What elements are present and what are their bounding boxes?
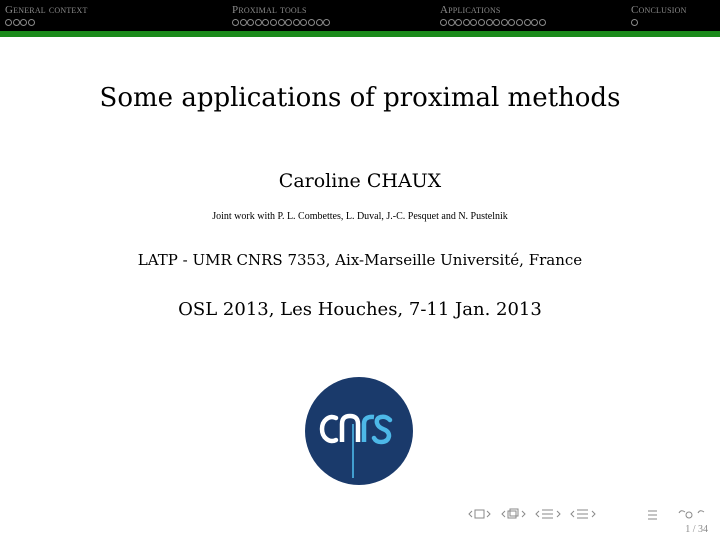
frame-dot[interactable] bbox=[486, 19, 493, 26]
frame-dot[interactable] bbox=[247, 19, 254, 26]
frame-dot[interactable] bbox=[463, 19, 470, 26]
frame-dot[interactable] bbox=[13, 19, 20, 26]
frame-dot[interactable] bbox=[539, 19, 546, 26]
frame-dot[interactable] bbox=[455, 19, 462, 26]
frame-dot[interactable] bbox=[285, 19, 292, 26]
previous-slide-arrow-icon[interactable] bbox=[469, 510, 490, 518]
frame-dot[interactable] bbox=[470, 19, 477, 26]
back-forward-icon[interactable] bbox=[679, 511, 704, 518]
nav-frame-dots[interactable] bbox=[631, 19, 687, 27]
frame-dot[interactable] bbox=[440, 19, 447, 26]
nav-frame-dots[interactable] bbox=[440, 19, 546, 27]
frame-dot[interactable] bbox=[531, 19, 538, 26]
frame-dot[interactable] bbox=[255, 19, 262, 26]
frame-dot[interactable] bbox=[232, 19, 239, 26]
frame-navigation-icon[interactable] bbox=[502, 509, 525, 518]
subsection-navigation-icon[interactable] bbox=[536, 510, 560, 518]
nav-section-title: Conclusion bbox=[631, 4, 687, 16]
nav-section-title: Applications bbox=[440, 4, 501, 16]
nav-frame-dots[interactable] bbox=[5, 19, 88, 27]
frame-dot[interactable] bbox=[28, 19, 35, 26]
nav-section-proximal-tools[interactable] bbox=[232, 4, 331, 27]
frame-dot[interactable] bbox=[508, 19, 515, 26]
frame-dot[interactable] bbox=[631, 19, 638, 26]
frame-dot[interactable] bbox=[278, 19, 285, 26]
frame-dot[interactable] bbox=[478, 19, 485, 26]
frame-dot[interactable] bbox=[240, 19, 247, 26]
frame-dot[interactable] bbox=[293, 19, 300, 26]
page-number: 1 / 34 bbox=[685, 524, 708, 535]
author-name: Caroline CHAUX bbox=[278, 170, 442, 192]
joint-work-note: Joint work with P. L. Combettes, L. Duval, J.-C. Pesquet and N. Pustelnik bbox=[212, 211, 508, 222]
search-navigation-icon[interactable] bbox=[648, 511, 657, 519]
nav-section-conclusion[interactable] bbox=[631, 4, 687, 27]
frame-dot[interactable] bbox=[5, 19, 12, 26]
nav-section-title: Proximal tools bbox=[232, 4, 307, 16]
frame-dot[interactable] bbox=[493, 19, 500, 26]
nav-section-title: General context bbox=[5, 4, 88, 16]
frame-dot[interactable] bbox=[262, 19, 269, 26]
cnrs-logo bbox=[304, 376, 414, 486]
frame-dot[interactable] bbox=[300, 19, 307, 26]
nav-section-applications[interactable] bbox=[440, 4, 546, 27]
conference-info: OSL 2013, Les Houches, 7-11 Jan. 2013 bbox=[178, 299, 542, 320]
section-navigation-icon[interactable] bbox=[571, 510, 595, 518]
header-bar bbox=[0, 0, 720, 31]
frame-dot[interactable] bbox=[323, 19, 330, 26]
frame-dot[interactable] bbox=[308, 19, 315, 26]
frame-dot[interactable] bbox=[516, 19, 523, 26]
beamer-navigation-controls bbox=[467, 506, 712, 522]
nav-section-general-context[interactable] bbox=[5, 4, 88, 27]
frame-dot[interactable] bbox=[316, 19, 323, 26]
slide-title: Some applications of proximal methods bbox=[99, 83, 621, 113]
nav-frame-dots[interactable] bbox=[232, 19, 331, 27]
frame-dot[interactable] bbox=[524, 19, 531, 26]
frame-dot[interactable] bbox=[448, 19, 455, 26]
accent-bar bbox=[0, 31, 720, 37]
affiliation: LATP - UMR CNRS 7353, Aix-Marseille Université, France bbox=[137, 251, 583, 269]
frame-dot[interactable] bbox=[501, 19, 508, 26]
frame-dot[interactable] bbox=[20, 19, 27, 26]
frame-dot[interactable] bbox=[270, 19, 277, 26]
